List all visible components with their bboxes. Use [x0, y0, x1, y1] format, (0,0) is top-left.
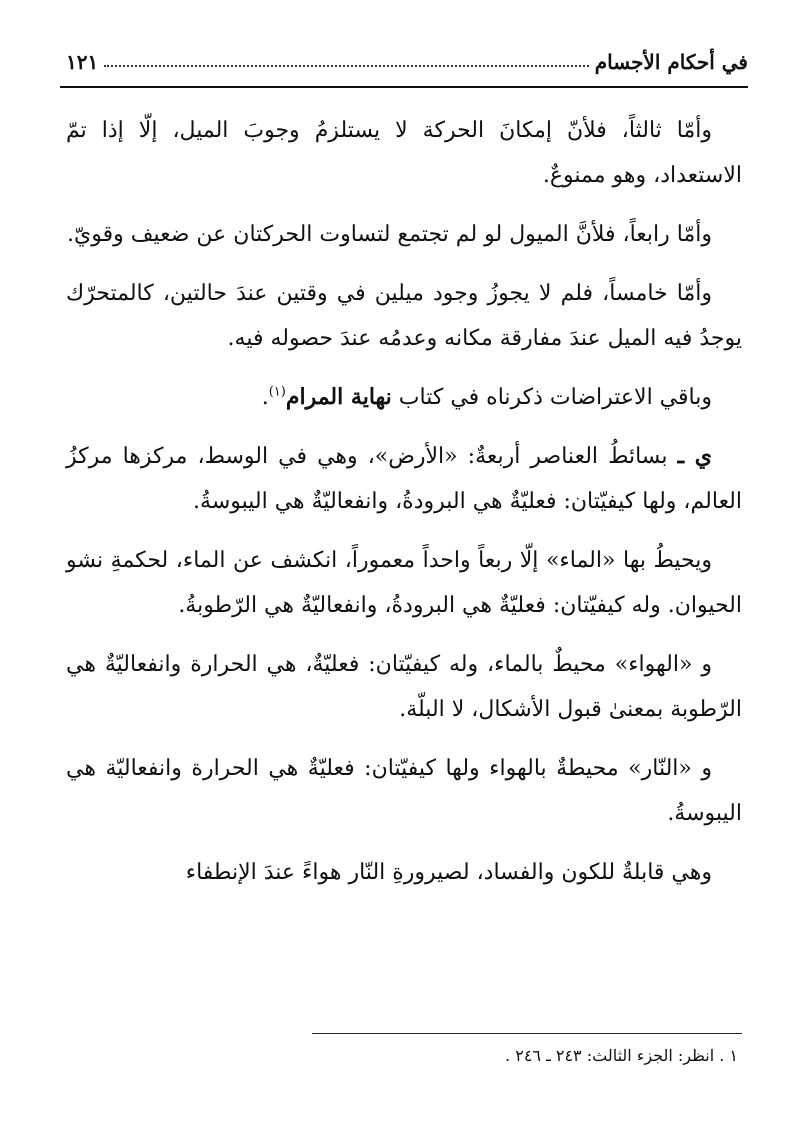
running-header-title: في أحكام الأجسام [594, 50, 748, 74]
footnote: ١ . انظر: الجزء الثالث: ٢٤٣ ـ ٢٤٦ . [505, 1046, 738, 1065]
page-number: ١٢١ [66, 50, 99, 74]
paragraph-5-text: بسائطُ العناصر أربعةٌ: «الأرض»، وهي في الوسط، مركزها مركزُ العالم، ولها كيفيّتان: فعليّةٌ هي البرودةُ، وانفعاليّةٌ هي اليبوسةُ. [66, 444, 742, 514]
footnote-divider [312, 1033, 742, 1034]
paragraph-3: وأمّا خامساً، فلم لا يجوزُ وجود ميلين في وقتين عندَ حالتين، كالمتحرّك يوجدُ فيه الميل عندَ مفارقة مكانه وعدمُه عندَ حصوله فيه. [66, 281, 742, 351]
paragraph-5 [66, 434, 742, 524]
header-leader-dots [104, 64, 589, 67]
paragraph-8: و «النّار» محيطةٌ بالهواء ولها كيفيّتان: فعليّةٌ هي الحرارة وانفعاليّة هي اليبوسةُ. [66, 756, 742, 826]
body-text [66, 108, 742, 909]
paragraph-4-end: . [261, 385, 269, 410]
paragraph-1: وأمّا ثالثاً، فلأنّ إمكانَ الحركة لا يستلزمُ وجوبَ الميل، إلّا إذا تمّ الاستعداد، وهو ممنوعٌ. [66, 118, 742, 188]
paragraph-6: ويحيطُ بها «الماء» إلّا ربعاً واحداً معموراً، انكشف عن الماء، لحكمةِ نشو الحيوان. وله كيفيّتان: فعليّةٌ هي البرودةُ، وانفعاليّةٌ هي الرّطوبةُ. [66, 548, 742, 618]
paragraph-2: وأمّا رابعاً، فلأنَّ الميول لو لم تجتمع لتساوت الحركتان عن ضعيف وقويّ. [67, 222, 712, 247]
paragraph-7: و «الهواء» محيطٌ بالماء، وله كيفيّتان: فعليّةٌ، هي الحرارة وانفعاليّةٌ هي الرّطوبة بمعنىٰ قبول الأشكال، لا البلّة. [66, 652, 742, 722]
book-title: نهاية المرام [285, 384, 392, 410]
section-label: ي ـ [677, 443, 713, 469]
footnote-marker: (١) [268, 384, 286, 400]
paragraph-4-text: وباقي الاعتراضات ذكرناه في كتاب [398, 385, 712, 410]
paragraph-9: وهي قابلةٌ للكون والفساد، لصيرورةِ النّار هواءً عندَ الإنطفاء [185, 860, 712, 885]
running-header [66, 34, 748, 74]
header-divider [60, 86, 748, 88]
paragraph-4 [66, 375, 742, 420]
